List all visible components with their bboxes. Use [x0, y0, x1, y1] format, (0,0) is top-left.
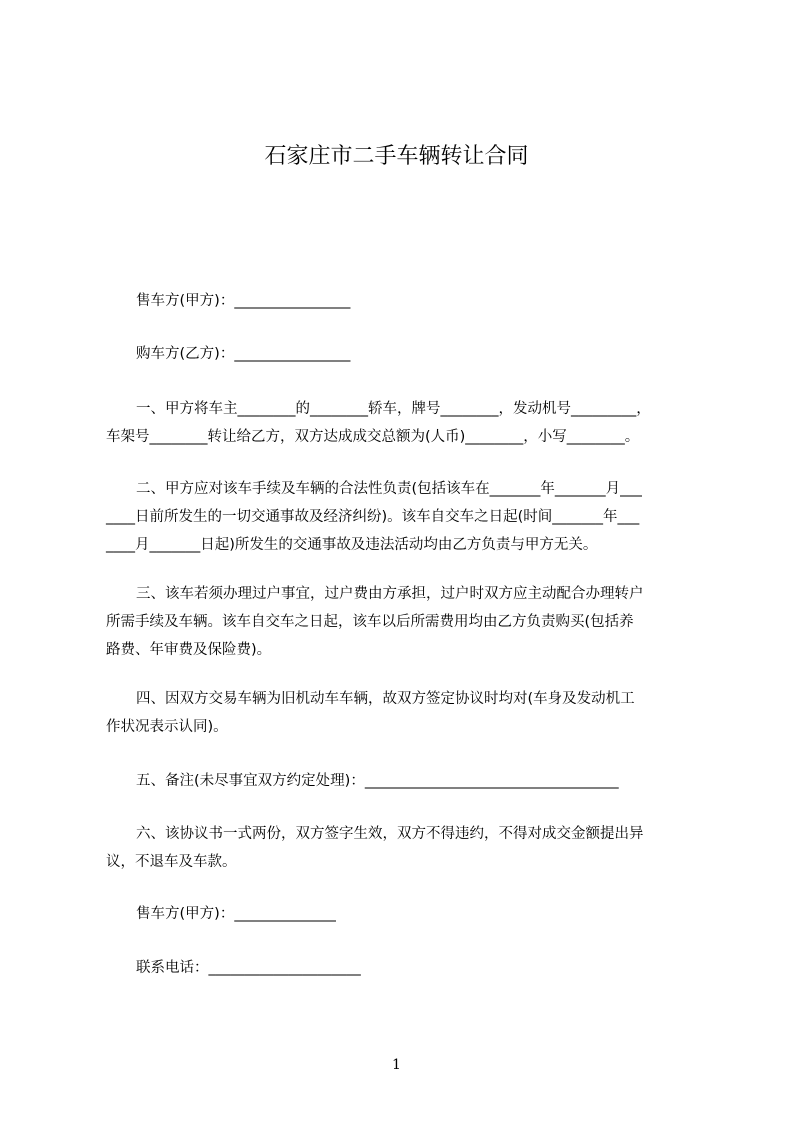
clause-5 [106, 767, 700, 795]
clause-1-line-2: 车架号________转让给乙方，双方达成成交总额为(人币)________，小写________。 [106, 429, 640, 445]
clause-6 [106, 820, 700, 876]
buyer-party-text: 购车方(乙方)：________________ [136, 346, 351, 362]
clause-4 [106, 685, 700, 741]
clause-3-line-3: 路费、年审费及保险费)。 [106, 642, 272, 658]
seller-party-line [106, 287, 700, 315]
clause-4-line-2: 作状况表示认同)。 [106, 719, 228, 735]
clause-2-line-3: ____月_______日起)所发生的交通事故及违法活动均由乙方负责与甲方无关。 [106, 537, 598, 553]
page-number: 1 [392, 1057, 401, 1073]
clause-6-line-1: 六、该协议书一式两份，双方签字生效，双方不得违约，不得对成交金额提出异 [136, 826, 644, 842]
clause-2-line-2: ____日前所发生的一切交通事故及经济纠纷)。该车自交车之日起(时间_______年___ [106, 509, 640, 525]
seller-party-text: 售车方(甲方)：________________ [136, 293, 351, 309]
clause-3 [106, 580, 700, 664]
seller-signature-text: 售车方(甲方)：______________ [136, 906, 336, 922]
clause-1-line-1: 一、甲方将车主________的________轿车，牌号________，发动机号_________， [136, 401, 651, 417]
clause-5-line-1: 五、备注(未尽事宜双方约定处理)：___________________________________ [136, 773, 619, 789]
phone-line [106, 954, 700, 982]
clause-2 [106, 475, 700, 559]
buyer-party-line [106, 340, 700, 368]
seller-signature-line [106, 900, 700, 928]
clause-1 [106, 395, 700, 451]
phone-text: 联系电话：_____________________ [136, 960, 361, 976]
clause-3-line-2: 所需手续及车辆。该车自交车之日起，该车以后所需费用均由乙方负责购买(包括养 [106, 614, 634, 630]
document-title: 石家庄市二手车辆转让合同 [264, 144, 529, 169]
clause-3-line-1: 三、该车若须办理过户事宜，过户费由方承担，过户时双方应主动配合办理转户 [136, 586, 644, 602]
clause-2-line-1: 二、甲方应对该车手续及车辆的合法性负责(包括该车在_______年_______月___ [136, 481, 642, 497]
clause-6-line-2: 议，不退车及车款。 [106, 854, 237, 870]
clause-4-line-1: 四、因双方交易车辆为旧机动车车辆，故双方签定协议时均对(车身及发动机工 [136, 691, 635, 707]
